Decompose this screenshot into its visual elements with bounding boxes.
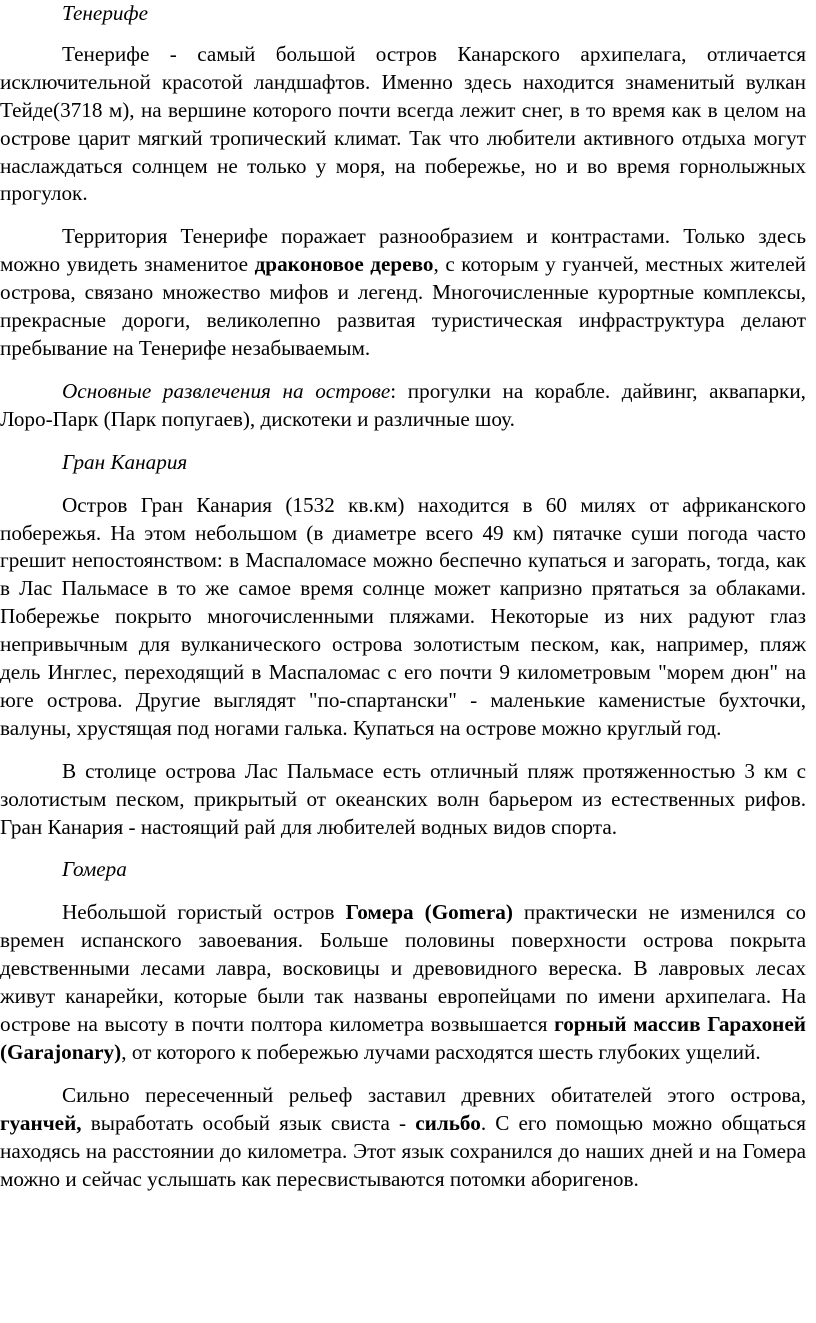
paragraph-tenerife-entertainment <box>0 378 806 434</box>
text-segment: Сильно пересеченный рельеф заставил древних обитателей этого острова, <box>62 1082 806 1107</box>
text-segment: выработать особый язык свиста - <box>81 1110 416 1135</box>
paragraph-gomera-intro <box>0 899 806 1066</box>
paragraph-gran-canaria-intro: Остров Гран Канария (1532 кв.км) находится в 60 милях от африканского побережья. На этом небольшом (в диаметре всего 49 км) пятачке суши погода часто грешит непостоянством: в Маспаломасе можно беспечно купаться и загорать, тогда, как в Лас Пальмасе в то же самое время солнце может капризно прятаться за облаками. Побережье покрыто многочисленными пляжами. Некоторые из них радуют глаз непривычным для вулканического острова золотистым песком, как, например, пляж дель Инглес, переходящий в Маспаломас с его почти 9 километровым "морем дюн" на юге острова. Другие выглядят "по-спартански" - маленькие каменистые бухточки, валуны, хрустящая под ногами галька. Купаться на острове можно круглый год. <box>0 492 806 740</box>
heading-gran-canaria: Гран Канария <box>62 449 188 474</box>
bold-term-silbo: сильбо <box>415 1110 481 1135</box>
italic-lead-entertainment: Основные развлечения на острове <box>62 378 391 403</box>
paragraph-gran-canaria-capital: В столице острова Лас Пальмасе есть отличный пляж протяженностью 3 км с золотистым песком, прикрытый от океанских волн барьером из естественных рифов. Гран Канария - настоящий рай для любителей водных видов спорта. <box>0 758 806 839</box>
text-segment: , от которого к побережью лучами расходятся шесть глубоких ущелий. <box>121 1039 761 1064</box>
heading-gomera: Гомера <box>62 857 127 882</box>
text-segment: : прогулки на корабле. дайвинг, аквапарки, Лоро-Парк (Парк попугаев), дискотеки и различные шоу. <box>0 378 806 431</box>
text-segment: Небольшой гористый остров <box>62 900 346 925</box>
bold-term-guanches: гуанчей, <box>0 1110 82 1135</box>
paragraph-tenerife-territory <box>0 223 806 363</box>
heading-tenerife: Тенерифе <box>62 1 148 25</box>
text-segment: . С его помощью можно общаться находясь на расстоянии до километра. Этот язык сохранился до наших дней и на Гомера можно и сейчас услышать как пересвистываются потомки аборигенов. <box>0 1110 807 1191</box>
bold-term-dragon-tree: драконовое дерево <box>254 252 434 277</box>
text-segment: практически не изменился со времен испанского завоевания. Больше половины поверхности острова покрыта девственными лесами лавра, восковицы и древовидного вереска. В лавровых лесах живут канарейки, которые были так названы европейцами по имени архипелага. На острове на высоту в почти полтора километра возвышается <box>0 900 806 1036</box>
text-segment: Территория Тенерифе поражает разнообразием и контрастами. Только здесь можно увидеть знаменитое <box>0 224 806 277</box>
text-segment: , с которым у гуанчей, местных жителей острова, связано множество мифов и легенд. Многочисленные курортные комплексы, прекрасные дороги, великолепно развитая туристическая инфраструктура делают пребывание на Тенерифе незабываемым. <box>0 252 806 360</box>
paragraph-gomera-silbo <box>0 1082 806 1194</box>
paragraph-tenerife-intro: Тенерифе - самый большой остров Канарского архипелага, отличается исключительной красотой ландшафтов. Именно здесь находится знаменитый вулкан Тейде(3718 м), на вершине которого почти всегда лежит снег, в то время как в целом на острове царит мягкий тропический климат. Так что любители активного отдыха могут наслаждаться солнцем не только у моря, на побережье, но и во время горнолыжных прогулок. <box>0 41 806 206</box>
bold-term-gomera: Гомера (Gomera) <box>345 900 513 925</box>
bold-term-garajonay: горный массив Гарахоней (Garajonary) <box>0 1012 806 1064</box>
